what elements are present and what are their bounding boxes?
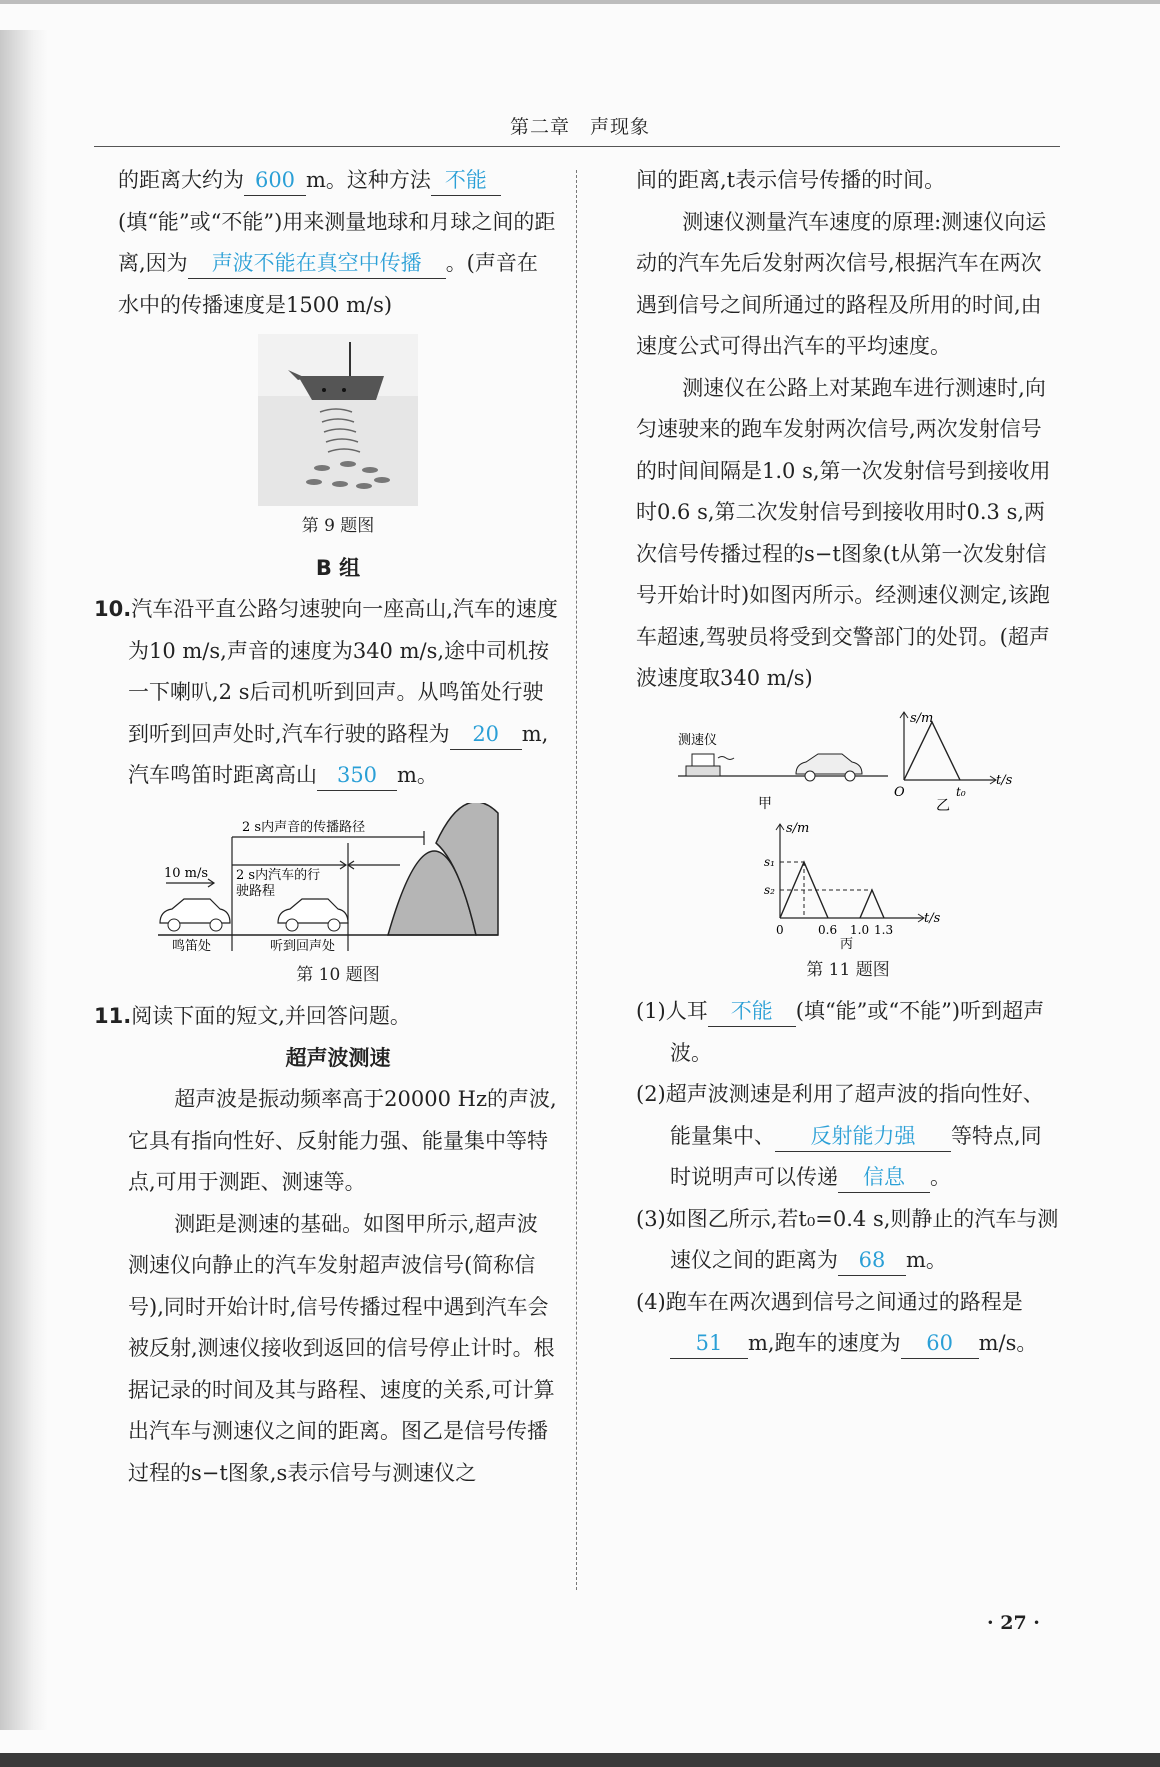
bing-s1: s₁ — [764, 854, 775, 869]
answer-blank: 51 — [670, 1328, 748, 1359]
passage-paragraph-3: 测速仪测量汽车速度的原理:测速仪向运动的汽车先后发射两次信号,根据汽车在两次遇到信号之间所通过的路程及所用的时间,由速度公式可得出汽车的平均速度。 — [636, 209, 1047, 358]
figure-9-ship-sonar — [258, 334, 418, 506]
passage-paragraph-1: 超声波是振动频率高于20000 Hz的声波,它具有指向性好、反射能力强、能量集中等特点,可用于测距、测速等。 — [128, 1087, 557, 1194]
yi-origin: O — [894, 784, 905, 800]
passage-title: 超声波测速 — [285, 1045, 391, 1070]
bing-tick-0: 0 — [776, 922, 784, 937]
figure-11-bing — [748, 818, 948, 950]
answer-blank: 反射能力强 — [775, 1121, 951, 1152]
question-11-intro: 11.阅读下面的短文,并回答问题。 — [94, 1004, 411, 1028]
passage-paragraph-2: 测距是测速的基础。如图甲所示,超声波测速仪向静止的汽车发射超声波信号(简称信号),同时开始计时,信号传播过程中遇到汽车会被反射,测速仪接收到返回的信号停止计时。根据记录的时间及其与路程、速度的关系,可计算出汽车与测速仪之间的距离。图乙是信号传播过程的s−t图象,s表示信号与测速仪之 — [128, 1211, 555, 1485]
speed-label: 10 m/s — [164, 865, 209, 881]
subquestion-1: (1)人耳 不能 (填“能”或“不能”)听到超声波。 — [636, 991, 1060, 1074]
bing-ylabel: s/m — [786, 820, 810, 836]
bottom-edge — [0, 1753, 1160, 1767]
answer-blank: 68 — [838, 1245, 906, 1276]
answer-blank: 20 — [450, 719, 522, 750]
answer-blank: 声波不能在真空中传播 — [188, 248, 446, 279]
yi-xlabel: t/s — [996, 772, 1013, 788]
car-path-label-2: 驶路程 — [236, 883, 276, 899]
left-column — [94, 160, 558, 1494]
figure-11-jia-yi — [678, 708, 1018, 814]
bing-tick-2: 1.0 — [850, 922, 870, 937]
car-at-honk — [160, 899, 230, 931]
yi-ylabel: s/m — [910, 710, 934, 726]
ship-hull — [298, 376, 384, 400]
sound-path-label: 2 s内声音的传播路径 — [242, 819, 366, 835]
subquestion-3: (3)如图乙所示,若t₀=0.4 s,则静止的汽车与测速仪之间的距离为 68 m。 — [636, 1199, 1060, 1282]
echo-label: 听到回声处 — [270, 938, 336, 954]
yi-t0: t₀ — [956, 784, 966, 799]
running-header — [0, 112, 1160, 139]
passage-paragraph-4: 测速仪在公路上对某跑车进行测速时,向匀速驶来的跑车发射两次信号,两次发射信号的时间间隔是1.0 s,第一次发射信号到接收用时0.6 s,第二次发射信号到接收用时0.3 s,两次信号传播过程的s−t图象(t从第一次发射信号开始计时)如图丙所示。经测速仪测定,该跑车超速,驾驶员将受到交警部门的处罚。(超声波速度取340 m/s) — [636, 375, 1051, 690]
passage-paragraph-2-tail: 间的距离,t表示信号传播的时间。 — [636, 168, 946, 192]
yi-signal-path — [904, 722, 960, 780]
group-b-heading: B 组 — [315, 555, 361, 580]
figure-9-caption: 第 9 题图 — [301, 516, 375, 536]
column-divider — [576, 170, 577, 1590]
figure-yi-label: 乙 — [936, 797, 950, 814]
figure-11-caption: 第 11 题图 — [806, 959, 890, 980]
chapter-number: 第二章 — [509, 116, 570, 138]
honk-label: 鸣笛处 — [172, 938, 212, 954]
top-edge — [0, 0, 1160, 4]
answer-blank: 350 — [317, 760, 397, 791]
figure-10-car-mountain — [158, 803, 518, 955]
question-10: 10.汽车沿平直公路匀速驶向一座高山,汽车的速度为10 m/s,声音的速度为340 m/s,途中司机按一下喇叭,2 s后司机听到回声。从鸣笛处行驶到听到回声处时,汽车行驶的路程为 20 m,汽车鸣笛时距离高山 350 m。 — [94, 589, 558, 797]
answer-blank: 600 — [244, 165, 306, 196]
device-label: 测速仪 — [678, 732, 718, 748]
figure-10-caption: 第 10 题图 — [296, 964, 380, 985]
page-number: · 27 · — [987, 1612, 1040, 1634]
bing-tick-1: 0.6 — [818, 922, 838, 937]
figure-yi — [894, 711, 1013, 814]
answer-blank: 60 — [901, 1328, 979, 1359]
bing-signal-2 — [860, 890, 884, 918]
bing-s2: s₂ — [764, 882, 775, 897]
car-at-echo — [278, 899, 348, 931]
answer-blank: 不能 — [431, 165, 501, 196]
right-column — [636, 160, 1060, 1365]
bing-xlabel: t/s — [924, 910, 941, 926]
header-rule — [94, 146, 1060, 147]
figure-bing-label: 丙 — [840, 936, 854, 950]
chapter-title: 声现象 — [590, 116, 651, 138]
page-binding-shadow — [0, 30, 48, 1730]
q9-tail: 的距离大约为 600 m。这种方法 不能(填“能”或“不能”)用来测量地球和月球之间的距离,因为 声波不能在真空中传播 。(声音在水中的传播速度是1500 m/s) — [118, 160, 558, 326]
car-path-label-1: 2 s内汽车的行 — [236, 867, 321, 883]
bing-tick-3: 1.3 — [874, 922, 894, 937]
figure-jia-label: 甲 — [758, 795, 772, 812]
figure-jia — [678, 732, 888, 812]
subquestion-4: (4)跑车在两次遇到信号之间通过的路程是51 m,跑车的速度为 60 m/s。 — [636, 1282, 1060, 1365]
answer-blank: 不能 — [708, 996, 796, 1027]
subquestion-2: (2)超声波测速是利用了超声波的指向性好、能量集中、 反射能力强 等特点,同时说明声可以传递 信息 。 — [636, 1074, 1060, 1199]
answer-blank: 信息 — [838, 1162, 930, 1193]
